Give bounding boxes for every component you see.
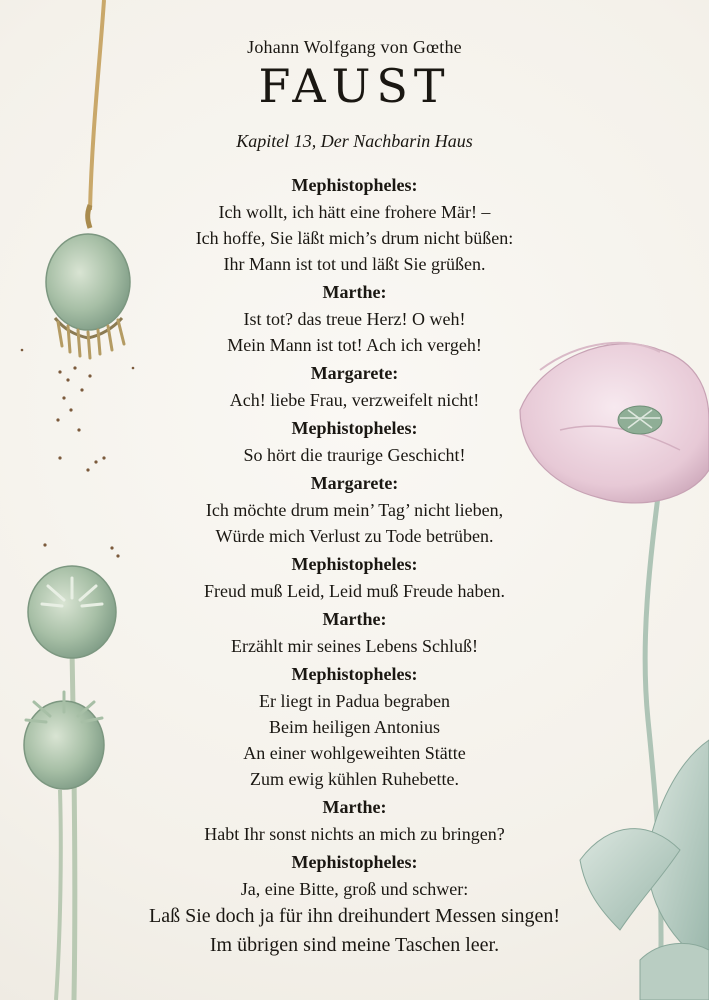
work-title: FAUST [258,59,451,113]
verse-line: Ich wollt, ich hätt eine frohere Mär! – [218,202,491,222]
verse-line: Laß Sie doch ja für ihn dreihundert Messen singen! [148,905,560,927]
verse-line: Ich möchte drum mein’ Tag’ nicht lieben, [205,500,504,520]
verse-line: Zum ewig kühlen Ruhebette. [250,769,459,789]
verse-line: Er liegt in Padua begraben [259,691,450,711]
verse-line: Ich hoffe, Sie läßt mich’s drum nicht büßen: [195,228,514,248]
speaker-name: Marthe: [322,797,387,817]
verse-line: Freud muß Leid, Leid muß Freude haben. [204,581,505,601]
verse-line: Im übrigen sind meine Taschen leer. [209,934,500,956]
verse-line: Ihr Mann ist tot und läßt Sie grüßen. [223,254,486,274]
verse-line: Habt Ihr sonst nichts an mich zu bringen? [204,824,505,844]
chapter-heading: Kapitel 13, Der Nachbarin Haus [236,131,473,151]
speaker-name: Margarete: [310,363,399,383]
speaker-name: Margarete: [310,473,399,493]
verse-line: Beim heiligen Antonius [269,717,440,737]
author-name: Johann Wolfgang von Gœthe [247,37,462,57]
verse-line: Mein Mann ist tot! Ach ich vergeh! [227,335,482,355]
speaker-name: Mephistopheles: [291,852,418,872]
speaker-name: Marthe: [322,609,387,629]
verse-line: Ach! liebe Frau, verzweifelt nicht! [229,390,480,410]
verse-line: Ist tot? das treue Herz! O weh! [243,309,466,329]
speaker-name: Mephistopheles: [291,175,418,195]
speaker-name: Mephistopheles: [291,664,418,684]
dialogue-verses [100,170,609,960]
speaker-name: Mephistopheles: [291,418,418,438]
verse-line: Ja, eine Bitte, groß und schwer: [240,879,469,899]
verse-line: Erzählt mir seines Lebens Schluß! [231,636,478,656]
verse-line: So hört die traurige Geschicht! [243,445,466,465]
verse-line: Würde mich Verlust zu Tode betrüben. [215,526,494,546]
speaker-name: Marthe: [322,282,387,302]
verse-line: An einer wohlgeweihten Stätte [243,743,466,763]
speaker-name: Mephistopheles: [291,554,418,574]
